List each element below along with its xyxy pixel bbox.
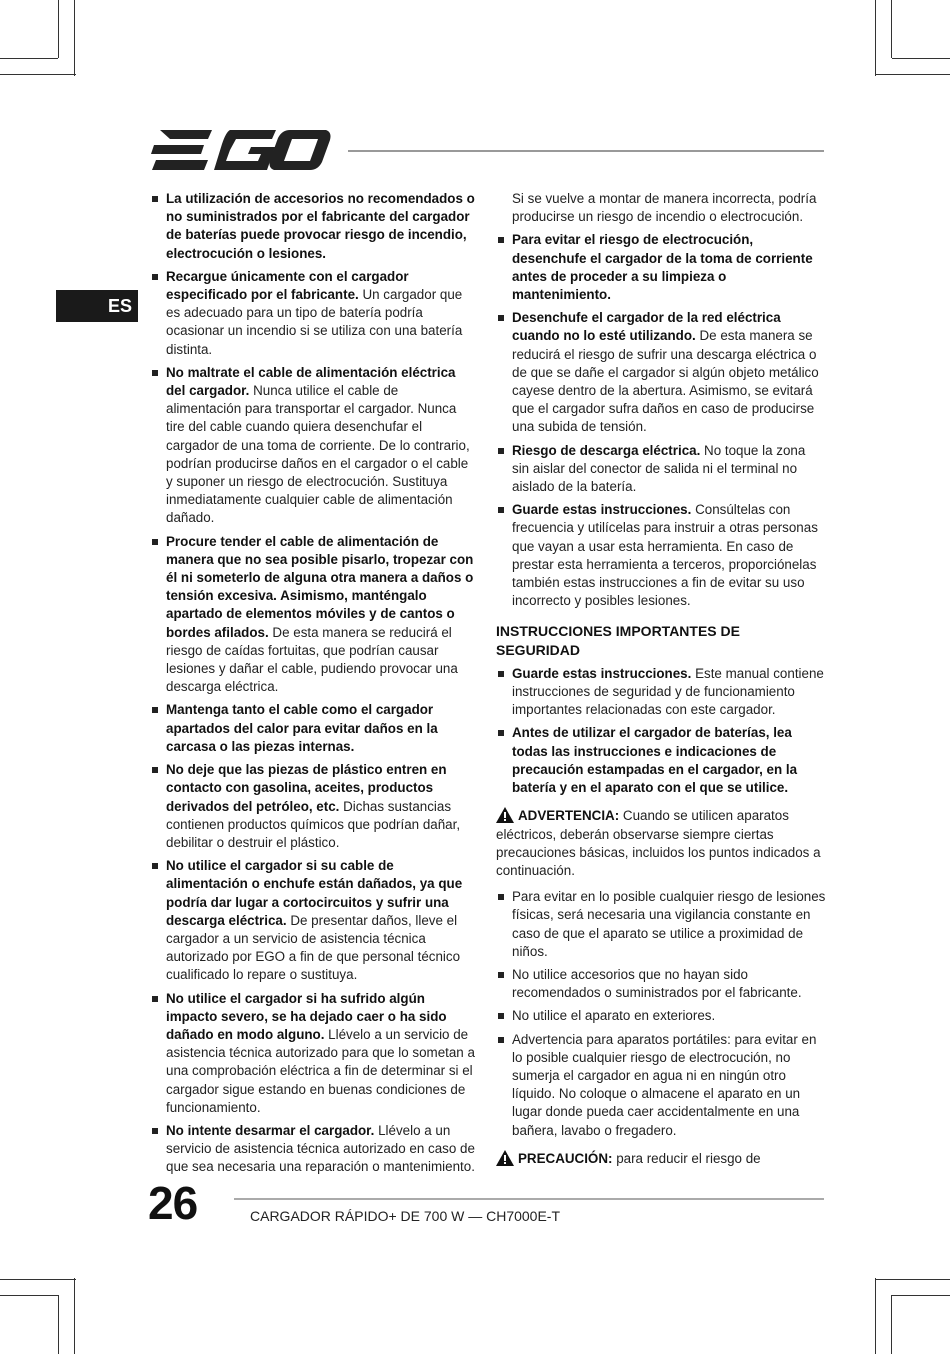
crop-mark [58,1295,59,1354]
caution-label: PRECAUCIÓN: [518,1150,613,1166]
list-item [150,701,476,756]
list-item [496,888,826,961]
list-item [496,724,826,797]
crop-mark [58,0,59,58]
item-bold-text: Para evitar el riesgo de electrocución, desenchufe el cargador de la toma de corriente antes de proceder a su limpieza o mantenimiento. [512,232,813,303]
list-item [496,501,826,610]
list-item [496,665,826,720]
list-item [150,364,476,528]
item-bold-text: No deje que las piezas de plástico entren en contacto con gasolina, aceites, productos derivados del petróleo, etc. [166,762,447,814]
header-rule [348,150,824,152]
list-item [496,1007,826,1025]
item-text: Llévelo a un servicio de asistencia técnica autorizado en caso de que sea necesaria una reparación o mantenimiento. [166,1122,475,1175]
warning-text: Cuando se utilicen aparatos eléctricos, deberán observarse siempre ciertas precauciones básicas, incluidos los puntos indicados a continuación. [496,808,821,878]
safety-bullet-list [496,665,826,797]
crop-mark [875,1278,876,1354]
list-item [496,966,826,1002]
crop-mark [891,0,892,58]
crop-mark [74,1278,75,1354]
crop-mark [0,1295,58,1296]
footer-rule [234,1198,824,1200]
language-tab: ES [56,290,138,322]
ego-logo [150,128,332,172]
item-text: Para evitar en lo posible cualquier riesgo de lesiones físicas, será necesaria una vigilancia constante en caso de que el aparato se utilice a proximidad de niños. [512,889,826,959]
item-bold-text: La utilización de accesorios no recomendados o no suministrados por el fabricante del cargador de baterías puede provocar riesgo de incendio, electrocución o lesiones. [166,191,475,261]
caution-text: para reducir el riesgo de [612,1150,761,1166]
continuation-text: Si se vuelve a montar de manera incorrecta, podría producirse un riesgo de incendio o electrocución. [512,191,817,225]
crop-mark [0,74,76,75]
warning-label: ADVERTENCIA: [518,808,620,824]
item-text: De esta manera se reducirá el riesgo de caídas fortuitas, que podrían causar lesiones y dañar el cable, pudiendo provocar una descarga eléctrica. [166,624,458,695]
section-heading: INSTRUCCIONES IMPORTANTES DE SEGURIDAD [496,623,740,658]
list-item [150,533,476,697]
crop-mark [0,1279,76,1280]
item-text: Un cargador que es adecuado para un tipo de batería podría ocasionar un incendio si se utiliza con una batería distinta. [166,287,463,357]
item-text: No utilice el aparato en exteriores. [512,1008,716,1024]
list-item [150,761,476,852]
item-bold-text: Recargue únicamente con el cargador especificado por el fabricante. [166,268,409,303]
item-bold-text: No utilice el cargador si ha sufrido algún impacto severo, se ha dejado caer o ha sido dañado en modo alguno. [166,990,447,1042]
crop-mark [875,0,876,76]
item-bold-text: Guarde estas instrucciones. [512,502,692,518]
item-text: De presentar daños, lleve el cargador a un servicio de asistencia técnica autorizado por EGO a fin de que personal técnico cualificado lo repare o sustituya. [166,912,461,983]
item-bold-text: No utilice el cargador si su cable de alimentación o enchufe están dañados, ya que podría dar lugar a cortocircuitos y sufrir una descarga eléctrica. [166,858,463,928]
item-bold-text: Desenchufe el cargador de la red eléctrica cuando no lo esté utilizando. [512,310,781,344]
crop-mark [892,58,950,59]
crop-mark [875,74,950,75]
item-text: Consúltelas con frecuencia y utilícelas para instruir a otras personas que vayan a usar esta herramienta. En caso de prestar esta herramienta a terceros, proporciónelas también estas instrucciones a fin de evitar su uso incorrecto y posibles lesiones. [512,502,818,609]
list-item [150,857,476,984]
list-item [496,231,826,304]
item-bold-text: Procure tender el cable de alimentación de manera que no sea posible pisarlo, tropezar con él ni someterlo de alguna otra manera a daños o tensión excesiva. Asimismo, manténgalo apartado de elementos móviles y de cantos o bordes afilados. [166,533,474,640]
right-bullet-list [496,231,826,610]
crop-mark [892,1295,950,1296]
caution-icon [496,1150,514,1166]
crop-mark [875,1279,950,1280]
caution-block [496,1150,826,1168]
left-column [150,190,476,1182]
item-text: Advertencia para aparatos portátiles: para evitar en lo posible cualquier riesgo de electrocución, no sumerja el cargador en agua ni en ningún otro líquido. No coloque o almacene el aparato en un lugar donde pueda caer accidentalmente en una bañera, lavabo o fregadero. [512,1031,817,1138]
item-bold-text: No intente desarmar el cargador. [166,1122,375,1138]
right-column [496,190,826,1176]
item-bold-text: Riesgo de descarga eléctrica. [512,442,701,458]
plain-bullet-list [496,888,826,1140]
crop-mark [891,1295,892,1354]
page-number: 26 [148,1177,198,1229]
item-text: Nunca utilice el cable de alimentación para transportar el cargador. Nunca tire del cable cuando quiera desenchufar el cargador de una toma de corriente. De lo contrario, podrían producirse daños en el cargador o el cable y suponer un riesgo de electrocución. Sustituya inmediatamente cualquier cable de alimentación dañado. [166,383,470,526]
item-text: Llévelo a un servicio de asistencia técnica autorizado para que lo sometan a una comprobación eléctrica a fin de determinar si el cargador sigue estando en buenas condiciones de funcionamiento. [166,1026,475,1115]
list-item [150,1122,476,1177]
item-bold-text: No maltrate el cable de alimentación eléctrica del cargador. [166,364,456,399]
list-item [496,1031,826,1140]
item-bold-text: Mantenga tanto el cable como el cargador apartados del calor para evitar daños en la carcasa o las piezas internas. [166,702,438,754]
item-text: Dichas sustancias contienen productos químicos que podrían dañar, debilitar o destruir el plástico. [166,798,461,850]
item-bold-text: Guarde estas instrucciones. [512,665,692,681]
item-text: No toque la zona sin aislar del conector de salida ni el terminal no aislado de la batería. [512,442,806,495]
warning-icon [496,807,514,823]
item-text: De esta manera se reducirá el riesgo de sufrir una descarga eléctrica o de que se dañe el cargador si algún objeto metálico cayese dentro de la abertura. Asimismo, se evitará que el cargador sufra daños en caso de producirse una subida de tensión. [512,328,819,435]
list-item [496,309,826,436]
item-bold-text: Antes de utilizar el cargador de baterías, lea todas las instrucciones e indicaciones de precaución estampadas en el cargador, en la batería y en el aparato con el que se utilice. [512,725,798,796]
item-text: Este manual contiene instrucciones de seguridad y de funcionamiento importantes relacionadas con este cargador. [512,665,824,718]
left-bullet-list [150,190,476,1177]
footer-product-title: CARGADOR RÁPIDO+ DE 700 W — CH7000E-T [250,1208,561,1224]
list-item [496,442,826,497]
list-item [150,990,476,1117]
warning-block [496,807,826,880]
crop-mark [0,58,58,59]
list-item [150,268,476,359]
list-item [150,190,476,263]
crop-mark [74,0,75,76]
item-text: No utilice accesorios que no hayan sido recomendados o suministrados por el fabricante. [512,966,802,1001]
